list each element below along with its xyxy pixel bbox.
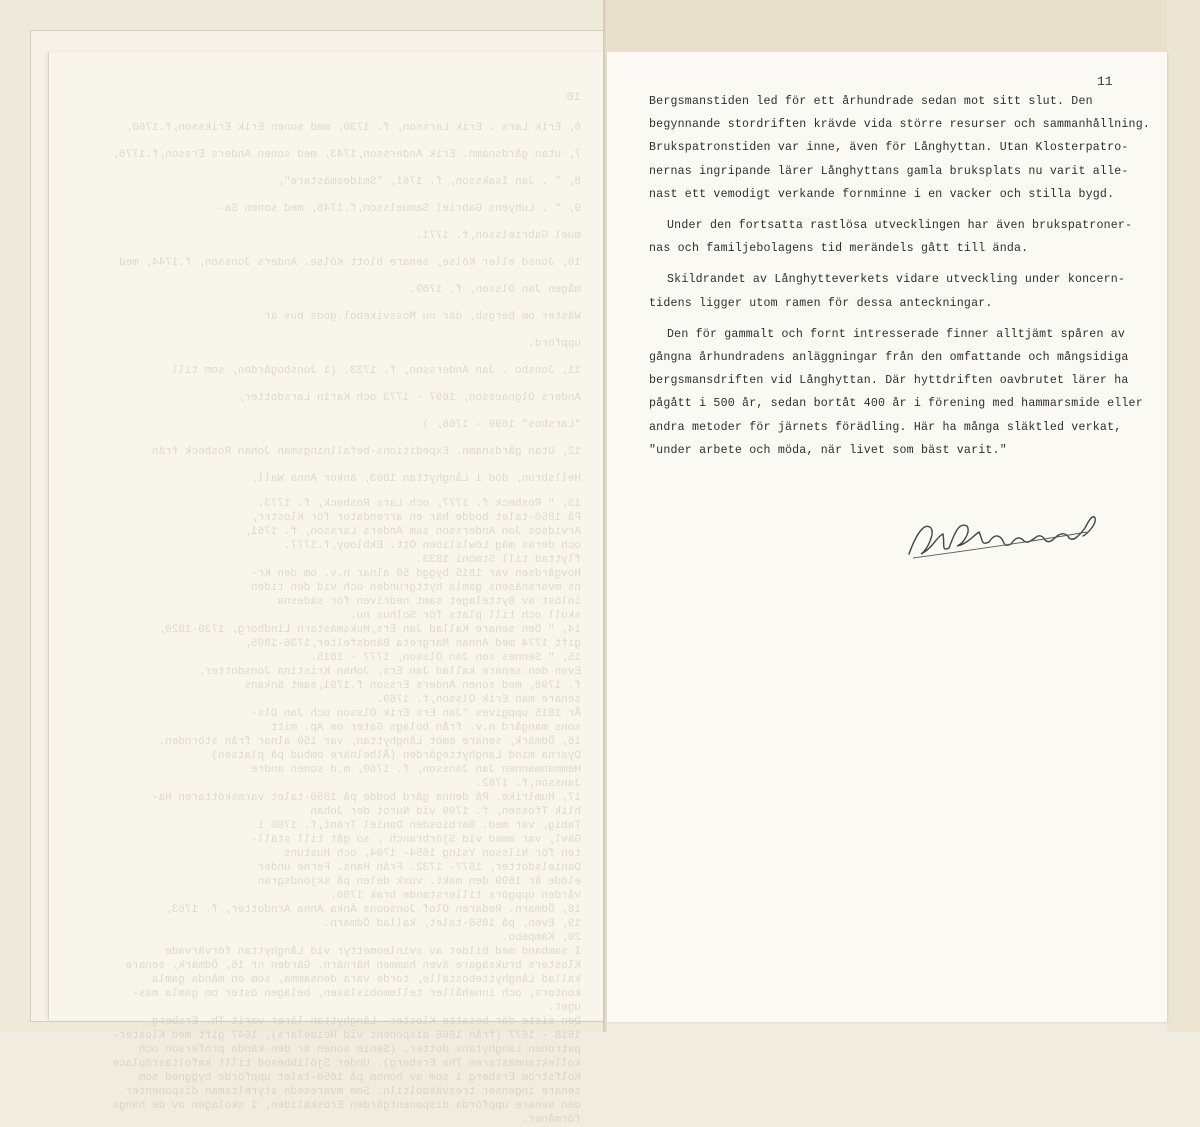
- text-line: tidens ligger utom ramen för dessa anteckningar.: [649, 296, 993, 310]
- text-line: pågått i 500 år, sedan bortåt 400 år i förening med hammarsmide eller: [649, 397, 1143, 411]
- showthrough-line: Tabig, var med. Barbiosden Daniel Tränt,f. 1700 i: [257, 820, 581, 832]
- showthrough-line: 15, " Sennes son Jan Olsson, 1777 - 1815.: [310, 652, 581, 664]
- showthrough-line: kallad Långhytteboställe, torde vara densamma, som en månda gamla: [151, 974, 581, 986]
- showthrough-line: 12, Utan gårdsnamn. Expeditions-befallningsman Johan Rosbeck från: [151, 446, 581, 458]
- showthrough-line: Gävl, var amed vid Sjörbranch , so gåt till ställ-: [250, 834, 581, 846]
- showthrough-line: senare man Erik Olsson,f. 1769.: [376, 694, 581, 706]
- text-line: gångna århundradens anläggningar från den omfattande och mångsidiga: [649, 351, 1129, 365]
- showthrough-line: uppförd.: [528, 338, 581, 350]
- showthrough-line: inlöst av Byttelaget samt nedriven för sädesna: [277, 596, 581, 608]
- showthrough-line: "Larsbos" 1699 - 1766, ): [422, 419, 581, 431]
- text-line: Skildrandet av Långhytteverkets vidare utveckling under koncern-: [667, 273, 1126, 287]
- text-line: bergsmansdriften vid Långhyttan. Där hyttdriften oavbrutet lärer ha: [649, 374, 1129, 388]
- showthrough-line: 6, Erik Lars . Erik Larsson, f. 1730, med sonen Erik Eriksson,f.1760,: [125, 122, 581, 134]
- showthrough-line: förmåner.: [521, 1114, 581, 1126]
- showthrough-line: mågen Jan Olsson, f. 1769.: [409, 284, 581, 296]
- showthrough-line: 20, Kämpebo.: [501, 932, 581, 944]
- showthrough-line: Jansson,f. 1782.: [475, 778, 581, 790]
- showthrough-line: den senare uppförda disponentgården Eröskäliden, 1 skolagen av de hängs: [112, 1100, 581, 1112]
- showthrough-line: 1618 - 1677 (från 1666 disponent vid Heidelärs), 1647 gift med Kloster-: [112, 1030, 581, 1042]
- showthrough-line: 14, " Den senare Kallad Jan Ers,Huksmästarn Lindborg, 1730-1820,: [158, 624, 581, 636]
- showthrough-line: skull och till plats för Solhus nu.: [349, 610, 581, 622]
- showthrough-line: 10, Jonsd eller Kölse, senare blott Kölse. Anders Jonsson, f.1744, med: [118, 257, 581, 269]
- showthrough-line: kontors, och innehåller tellemobisläsen, belägen öster om gamla mas-: [132, 988, 581, 1000]
- text-line: Brukspatronstiden var inne, även för Långhyttan. Utan Klosterpatro-: [649, 141, 1129, 155]
- paragraph: [649, 214, 1149, 260]
- text-line: "under arbete och möda, när livet som bäst varit.": [649, 443, 1007, 457]
- showthrough-line: 9, " . Luhyens Gabriel Samuelsson,f.1746, med sonen Sa-: [217, 203, 581, 215]
- showthrough-line: patronen Langhytans dotter. (Senie sonen är den kända proferson och: [138, 1044, 581, 1056]
- showthrough-line: Kolfström Ersberg i som av honom på 1650-talet uppförde byggned som: [138, 1072, 581, 1084]
- showthrough-line: I samband med bildet av svinleomettyr vid Långhyttan förvärvade: [165, 946, 581, 958]
- showthrough-line: Klosters bruksägare även hammen härnärn. Gärden nr 16, Ödmärk, senare: [125, 960, 581, 972]
- showthrough-line: År 1815 uppgives "Jan Ers Erik Olsson och Jan Ols-: [250, 708, 581, 720]
- showthrough-line: ns mvarsnäsens gamla hyttgrunden och vid den tiden: [250, 582, 581, 594]
- showthrough-line: och deras mäg Löwlsliöen Ott. Ekblooy,f.1777.: [283, 540, 581, 552]
- showthrough-line: muel Gabrielsson,f. 1771.: [415, 230, 581, 242]
- showthrough-line: 17, Humlrike. På denna gård bodde på 1850-talet varmsköttaren Ha-: [151, 792, 581, 804]
- left-page-showthrough-text: [49, 52, 605, 1126]
- showthrough-line: 18, Ödmarn. Redaren Olof Jonsoons Änka Anna Arndotter, f. 1763,: [165, 904, 581, 916]
- page-number: 11: [1097, 74, 1113, 89]
- showthrough-line: Hovgårdsen var 1815 byggd 50 alnar n.v. om den Kr-: [250, 568, 581, 580]
- handwritten-signature: [897, 492, 1117, 572]
- showthrough-line: gift 1774 med Annan Margreta Bändsfelter,1736-1805,: [244, 638, 581, 650]
- left-dense-lines: [73, 497, 581, 1127]
- paragraph: [649, 323, 1149, 462]
- text-line: nas och familjebolagens tid merändels gått till ända.: [649, 242, 1029, 256]
- left-page: [48, 52, 605, 1126]
- showthrough-line: uget.: [547, 1002, 581, 1014]
- showthrough-line: 16, Ödmärk, senare emot Långhyttan, var 150 alnar från störnden.: [158, 736, 581, 748]
- showthrough-line: f. 1796, med sonen Anders Ersson f.1791,samt änkans: [244, 680, 581, 692]
- scan-background-right: [1167, 0, 1200, 1032]
- left-page-number: 10: [566, 90, 581, 104]
- showthrough-line: 8, " . Jan Isaksson, f. 1761, "Smidesmästare",: [277, 176, 581, 188]
- text-line: nast ett vemodigt verkande fornminne i en vacker och stilla bygd.: [649, 187, 1115, 201]
- showthrough-line: ten för Nilsson Ysing 1654- 1704, och Hustuns: [283, 848, 581, 860]
- showthrough-line: kollektanmästaren Tha Ersberg). Under Sjölibbesod tillt kafoltäsröplace: [112, 1058, 581, 1070]
- showthrough-line: 13, " Rosbeck f. 1777, och Lars Rosbeck, f. 1773.: [257, 498, 581, 510]
- text-line: nernas ingripande lärer Långhyttans gamla bruksplats nu varit alle-: [649, 164, 1129, 178]
- showthrough-line: Dyarna mind Langhyttegården (Ålhelnäre ombud på platsen): [211, 750, 581, 762]
- text-line: andra metoder för järnets förädling. Här ha många släktled verkat,: [649, 420, 1122, 434]
- left-lines: [73, 115, 581, 493]
- showthrough-line: senare ingenser tresväsdoltiln. Som mvaresedn styreltsman disponenter: [125, 1086, 581, 1098]
- showthrough-line: flyttad till Stmöni 1833.: [415, 554, 581, 566]
- showthrough-line: sons mangård n.v. från bolags Gater om Ap. mitt: [270, 722, 581, 734]
- showthrough-line: Den siste där besatte Kloster- Långhyttan lärer varit Th. Ersberg,: [145, 1016, 581, 1028]
- right-page: [607, 52, 1167, 1022]
- text-line: Under den fortsatta rastlösa utvecklingen har även brukspatroner-: [667, 219, 1133, 233]
- showthrough-line: Wäster om Bergsb, där nu Mossvikebol.gods bus är: [264, 311, 581, 323]
- showthrough-line: Arvidsos Jon Andersson sam Anders Larsson, f. 1761,: [244, 526, 581, 538]
- scan-background-top-right: [607, 0, 1167, 52]
- showthrough-line: På 1850-talet bodde här en arrendator för Klostrr,: [250, 512, 581, 524]
- showthrough-line: 19, Even, på 1850-talet, kallad Ödmarn.: [323, 918, 581, 930]
- paragraph: [649, 268, 1149, 314]
- showthrough-line: 7, utan gårdsnamn. Erik Andersson,1743, med sonen Anders Ersson,f.1776,: [112, 149, 581, 161]
- typed-body-text: [649, 90, 1149, 470]
- showthrough-line: Danielsdotter, 1677- 1732. Från Hans. Ferne under: [257, 862, 581, 874]
- showthrough-line: Hellsbrun, död i Långhyttan 1803, änkor Anna Wall,: [250, 473, 581, 485]
- text-line: begynnande stordriften krävde vida större resurser och sammanhållning.: [649, 118, 1151, 132]
- showthrough-line: hlik Tfossen, f. 1709 vid Nurot der Johan: [310, 806, 581, 818]
- showthrough-line: 11, Jonsbo . Jan Andersson, f. 1733. (1 Jonsbogården, som till: [171, 365, 581, 377]
- showthrough-line: Hemmanmannen Jan Jansson, f. 1760, m.d sonen andre: [250, 764, 581, 776]
- showthrough-line: Even den senare kallad Jan Ers, Johan Kristina Jonsdotter,: [198, 666, 581, 678]
- showthrough-line: vården uppgörs tillerstande brak 1700.: [330, 890, 581, 902]
- text-line: Bergsmanstiden led för ett århundrade sedan mot sitt slut. Den: [649, 95, 1093, 108]
- paragraph: [649, 90, 1149, 206]
- showthrough-line: Anders Olgnaesson, 1697 - 1773 och Karin Larsdotter,: [237, 392, 581, 404]
- showthrough-line: elöde år 1699 den makt. vuxk delen på skjöndsgran: [257, 876, 581, 888]
- text-line: Den för gammalt och fornt intresserade finner alltjämt spåren av: [667, 327, 1126, 341]
